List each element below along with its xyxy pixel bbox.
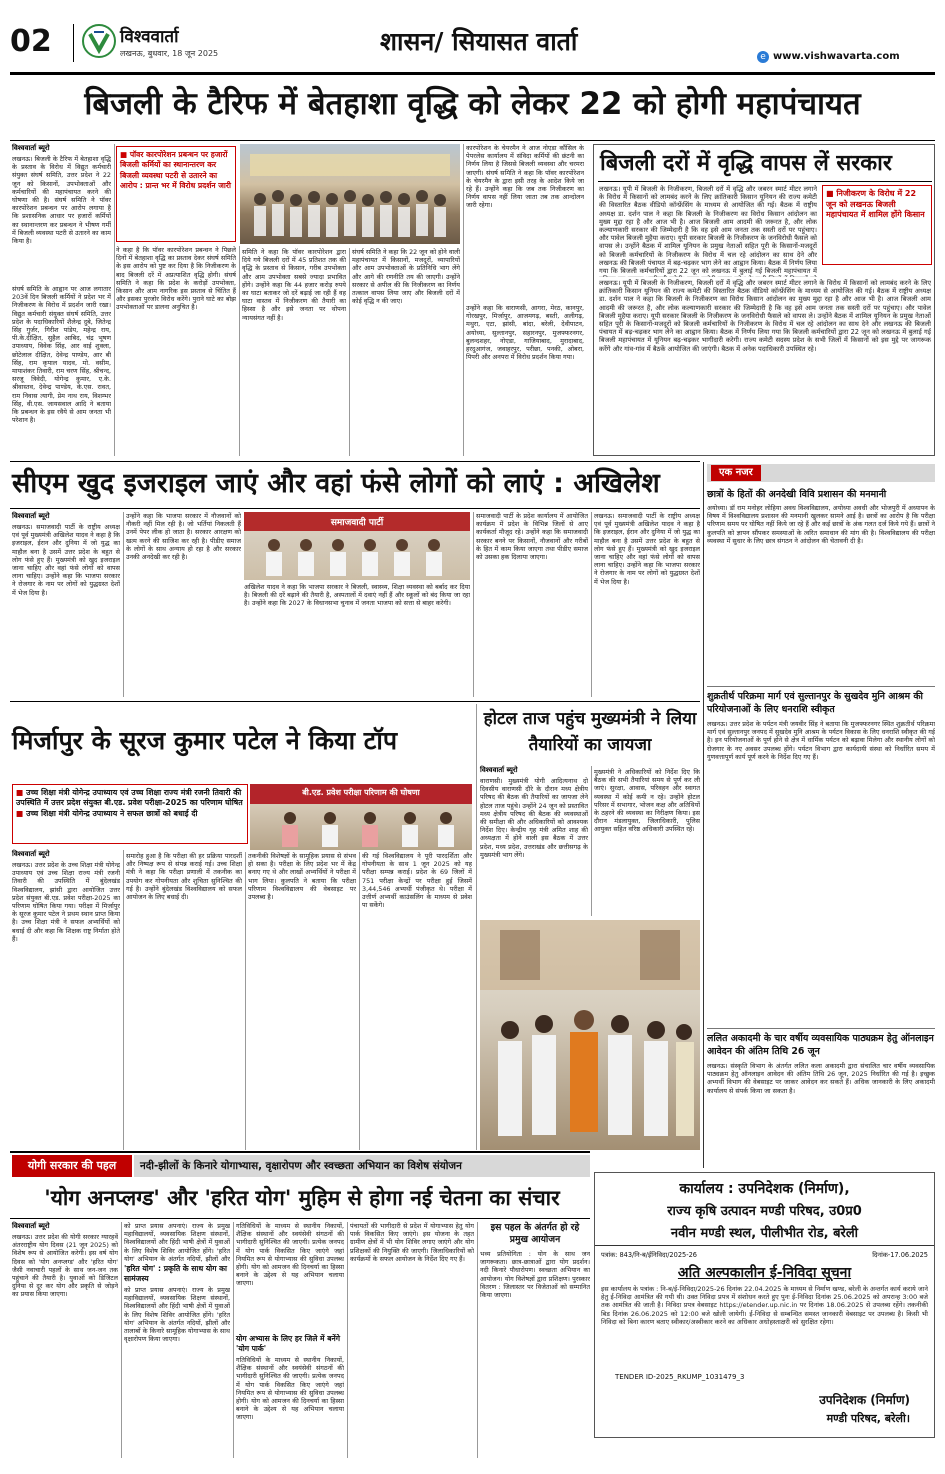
- story1-callout: पॉवर कारपोरेशन प्रबन्धन पर हजारों बिजली कर्मियों का स्थानान्तरण कर बिजली व्यवस्था पटरी से उतारने का आरोप : प्रान्त भर में विरोध प्रदर्शन जारी: [120, 150, 231, 191]
- story4-column-1: [12, 850, 120, 1150]
- story6-subhead-1: 'हरित योग' : प्रकृति के साथ योग का सामंजस्य: [124, 1264, 227, 1283]
- story5-para-2: मुख्यमंत्री ने अधिकारियों को निर्देश दिए कि बैठक की सभी तैयारियां समय से पूर्ण कर ली जाएं। सुरक्षा, आवास, परिवहन और स्वागत व्यवस्था में कोई कमी न रहे। उन्होंने होटल परिसर में सभागार, भोजन कक्ष और अतिथियों के ठहरने की व्यवस्था का निरीक्षण किया। इस दौरान मंडलायुक्त, जिलाधिकारी, पुलिस आयुक्त सहित वरिष्ठ अधिकारी उपस्थित रहे।: [594, 768, 700, 834]
- note-bullet-icon: ■: [826, 189, 834, 198]
- story2-box-note: निजीकरण के विरोध में 22 जून को लखनऊ बिजली महापंचायत में शामिल होंगे किसान: [826, 189, 925, 219]
- story6-para-3b: गतिविधियों के माध्यम से स्थानीय निकायों, शैक्षिक संस्थानों और स्वयंसेवी संगठनों की भागीदारी सुनिश्चित की जाएगी। प्रत्येक जनपद में योग पार्क विकसित किए जाएंगे जहां नियमित रूप से योगाभ्यास की सुविधा उपलब्ध होगी। योग को आमजन की दिनचर्या का हिस्सा बनाने के उद्देश्य से यह अभियान चलाया जाएगा।: [236, 1356, 344, 1422]
- section-rule-3: [10, 1151, 590, 1153]
- story6-headline: 'योग अनप्लग्ड' और 'हरित योग' मुहिम से होगा नई चेतना का संचार: [44, 1186, 560, 1210]
- story3-headline: सीएम खुद इजराइल जाएं और वहां फंसे लोगों को लाएं : अखिलेश: [12, 468, 660, 499]
- col-divider: [123, 512, 124, 697]
- story6-column-1: [12, 1222, 118, 1458]
- story6-byline: विश्ववार्ता ब्यूरो: [12, 1222, 50, 1230]
- story6-para-3: गतिविधियों के माध्यम से स्थानीय निकायों, शैक्षिक संस्थानों और स्वयंसेवी संगठनों की भागीदारी सुनिश्चित की जाएगी। प्रत्येक जनपद में योग पार्क विकसित किए जाएंगे जहां नियमित रूप से योगाभ्यास की सुविधा उपलब्ध होगी। योग को आमजन की दिनचर्या का हिस्सा बनाने के उद्देश्य से यह अभियान चलाया जाएगा।: [236, 1222, 344, 1288]
- story4-headline: मिर्जापुर के सूरज कुमार पटेल ने किया टॉप: [12, 726, 398, 755]
- col-divider: [349, 248, 350, 456]
- col-divider: [239, 246, 240, 456]
- story4-para-3: तकनीकी विशेषज्ञों के सामूहिक प्रयास से संभव हो सका है। परीक्षा के लिए प्रदेश भर में केंद्र बनाए गए थे और लाखों अभ्यर्थियों ने परीक्षा में भाग लिया। कुलपति ने बताया कि परीक्षा परिणाम विश्वविद्यालय की वेबसाइट पर उपलब्ध है।: [248, 852, 356, 902]
- story1-rule: [10, 140, 935, 141]
- website-link[interactable]: www.vishwavarta.com: [773, 51, 900, 62]
- story1-headline: बिजली के टैरिफ में बेतहाशा वृद्धि को लेकर 22 को होगी महापंचायत: [84, 86, 861, 122]
- sidebar-item-3-head: ललित अकादमी के चार वर्षीय व्यवसायिक पाठ्यक्रम हेतु ऑनलाइन आवेदन की अंतिम तिथि 26 जून: [707, 1033, 934, 1057]
- header-divider: [73, 24, 74, 62]
- story6-aside-title: इस पहल के अंतर्गत हो रहे प्रमुख आयोजन: [490, 1222, 580, 1245]
- section-rule-2: [10, 701, 700, 702]
- story1-byline: विश्ववार्ता ब्यूरो: [12, 144, 50, 152]
- story4-bullet-2-row: [16, 809, 244, 819]
- story5-headline: होटल ताज पहुंच मुख्यमंत्री ने लिया तैयारियों का जायजा: [483, 709, 697, 755]
- story3-rule: [10, 508, 700, 509]
- sidebar-divider: [703, 462, 704, 1168]
- story6-kicker: नदी-झीलों के किनारे योगाभ्यास, वृक्षारोपण और स्वच्छता अभियान का विशेष संयोजन: [134, 1155, 590, 1177]
- story3-para-2: उन्होंने कहा कि भाजपा सरकार में नौजवानों को नौकरी नहीं मिल रही है। जो भर्तियां निकलती हैं उनमें पेपर लीक हो जाता है। सरकार आरक्षण को खत्म करने की साजिश कर रही है। पीडीए समाज के लोगों के साथ अन्याय हो रहा है और सरकार उनकी अनदेखी कर रही है।: [126, 512, 241, 562]
- story3-para-3: अखिलेश यादव ने कहा कि भाजपा सरकार ने बिजली, स्वास्थ्य, शिक्षा व्यवस्था को बर्बाद कर दिया है। बिजली की दरें बढ़ाने की तैयारी है, अस्पतालों में दवाएं नहीं हैं और स्कूलों को बंद किया जा रहा है। उन्होंने कहा कि 2027 के विधानसभा चुनाव में जनता भाजपा को सत्ता से बाहर करेगी।: [244, 583, 470, 608]
- story1-para-3: ने कहा है कि पॉवर कारपोरेशन प्रबन्धन ने पिछले दिनों में बेतहाशा वृद्धि का प्रस्ताव देकर संघर्ष समिति के इस आरोप को पुष्ट कर दिया है कि निजीकरण के बाद बिजली दरें में अप्रत्याशित वृद्धि होगी। संघर्ष समिति ने कहा कि प्रदेश के करोड़ों उपभोक्ता, किसान और आम नागरिक इस प्रस्ताव से चिंतित हैं और इसका पुरजोर विरोध करेंगे। पुराने घाटे का बोझ उपभोक्ताओं पर डालना अनुचित है।: [116, 246, 236, 312]
- notice-org-line-2: राज्य कृषि उत्पादन मण्डी परिषद, उ0प्र0: [667, 1204, 862, 1219]
- col-divider: [123, 850, 124, 1150]
- sidebar-rule: [707, 686, 935, 687]
- story6-tag: योगी सरकार की पहल: [12, 1155, 132, 1177]
- story4-para-4: की गई विश्वविद्यालय ने पूरी पारदर्शिता और गोपनीयता के साथ 1 जून 2025 को यह परीक्षा सम्पन्न कराई। प्रदेश के 69 जिलों में 751 परीक्षा केन्द्रों पर परीक्षा हुई जिसमें 3,44,546 अभ्यर्थी पंजीकृत थे। परीक्षा में उत्तीर्ण अभ्यर्थी काउंसलिंग के माध्यम से प्रवेश पा सकेंगे।: [362, 852, 472, 910]
- story6-column-3: [236, 1222, 344, 1458]
- dateline: लखनऊ, बुधवार, 18 जून 2025: [120, 49, 219, 58]
- notice-signatory-1: उपनिदेशक (निर्माण): [819, 1393, 910, 1407]
- story3-para-4b: लखनऊ। समाजवादी पार्टी के राष्ट्रीय अध्यक्ष एवं पूर्व मुख्यमंत्री अखिलेश यादव ने कहा है कि इजराइल, ईरान और दुनिया में जो युद्ध का माहौल बना है उसमें उत्तर प्रदेश के बहुत से लोग फंसे हुए हैं। मुख्यमंत्री को खुद इजराइल जाना चाहिए और वहां फंसे लोगों को वापस लाना चाहिए। उन्होंने कहा कि भाजपा सरकार ने रोजगार के नाम पर लोगों को युद्धग्रस्त देशों में भेज दिया है।: [594, 512, 700, 586]
- col-divider: [359, 852, 360, 1150]
- col-divider: [591, 512, 592, 697]
- col-divider: [473, 512, 474, 697]
- notice-title: अति अल्पकालीन ई-निविदा सूचना: [677, 1265, 852, 1281]
- masthead-title: विश्ववार्ता: [120, 27, 179, 47]
- callout-bullet-icon: ■: [120, 150, 128, 159]
- col-divider: [591, 766, 592, 916]
- col-divider: [476, 704, 477, 1150]
- story6-column-2: [124, 1222, 230, 1458]
- notice-signatory-2: मण्डी परिषद, बरेली।: [826, 1412, 910, 1425]
- story1-para-6: कारपोरेशन के चेयरमैन ने आज नोएडा कौंसिल के पेपरलेस कार्यालय में संविदा कर्मियों की छंटनी का निर्णय लिया है जिससे बिजली व्यवस्था और चरमरा जाएगी। संघर्ष समिति ने कहा कि पॉवर कारपोरेशन के चेयरमैन के द्वारा इसी तरह के आदेश किये जा रहे हैं। उन्होंने कहा कि जब तक निजीकरण का निर्णय वापस नहीं लिया जाता तब तक आन्दोलन जारी रहेगा।: [466, 144, 584, 210]
- sidebar-ek-nazar: [707, 462, 935, 1168]
- story6-para-2: को प्राप्त प्रयास अपनाएं। राज्य के प्रमुख महाविद्यालयों, व्यवसायिक शिक्षण संस्थानों, विश्वविद्यालयों और हिंदी भाषी क्षेत्रों में युवाओं के लिए विशेष शिविर आयोजित होंगे। 'हरित योग' अभियान के अंतर्गत नदियों, झीलों और: [124, 1222, 230, 1262]
- story4-photo-banner: बी.एड. प्रवेश परीक्षा परिणाम की घोषणा: [302, 788, 420, 797]
- story1-para-5: संघर्ष समिति ने कहा कि 22 जून को होने वाली महापंचायत में किसानों, मजदूरों, व्यापारियों और आम उपभोक्ताओं के प्रतिनिधि भाग लेंगे और आगे की रणनीति तय की जाएगी। उन्होंने सरकार से अपील की कि निजीकरण का निर्णय तत्काल वापस लिया जाए और बिजली दरों में कोई वृद्धि न की जाए।: [352, 248, 460, 306]
- sidebar-rule: [707, 1028, 935, 1029]
- story3-para-4: समाजवादी पार्टी के प्रदेश कार्यालय में आयोजित कार्यक्रम में प्रदेश के विभिन्न जिलों से आए कार्यकर्ता मौजूद रहे। उन्होंने कहा कि समाजवादी सरकार बनने पर किसानों, नौजवानों और गरीबों के हित में काम किया जाएगा तथा पीडीए समाज को उसका हक दिलाया जाएगा।: [476, 512, 588, 562]
- story2-note-box: [822, 185, 932, 265]
- story4-bullet-box: [12, 784, 248, 844]
- story3-byline: विश्ववार्ता ब्यूरो: [12, 512, 50, 520]
- story3-para-1: लखनऊ। समाजवादी पार्टी के राष्ट्रीय अध्यक्ष एवं पूर्व मुख्यमंत्री अखिलेश यादव ने कहा है कि इजराइल, ईरान और दुनिया में जो युद्ध का माहौल बना है उसमें उत्तर प्रदेश के बहुत से लोग फंसे हुए हैं। मुख्यमंत्री को खुद इजराइल जाना चाहिए और वहां फंसे लोगों को वापस लाना चाहिए। उन्होंने कहा कि भाजपा सरकार ने रोजगार के नाम पर लोगों को युद्धग्रस्त देशों में भेज दिया है।: [12, 523, 120, 597]
- story4-bullet-1-row: [16, 788, 244, 808]
- story3-press-photo: [244, 512, 470, 580]
- story2-body-continued: लखनऊ। यूपी में बिजली के निजीकरण, बिजली दरों में वृद्धि और जबरन स्मार्ट मीटर लगाने के विरोध में किसानों को लामबंद करने के लिए क्रांतिकारी किसान यूनियन की राज्य कमेटी की विस्तारित बैठक वीडियो कॉन्फ्रेंसिंग के माध्यम से आयोजित की गई। बैठक में राष्ट्रीय अध्यक्ष डा. दर्शन पाल ने कहा कि बिजली के निजीकरण का विरोध किसान आंदोलन का मुख्य मुद्दा रहा है और आज भी है। आज बिजली आम आदमी की जरूरत है, और लोक कल्याणकारी सरकार की जिम्मेदारी है कि वह इसे आम जनता तक सस्ती दरों पर पहुंचाए। और पावेल बिजली मुहैया कराए। यूपी सरकार बिजली के निजीकरण के जनविरोधी फैसले को वापस ले। उन्होंने बैठक में शामिल यूनियन के प्रमुख नेताओं सहित पूरी के किसानों-मजदूरों को बिजली कर्मचारियों के निजीकरण के विरोध में चल रहे आंदोलन का साथ देने और लखनऊ की बिजली पंचायत में बढ़-चढ़कर भाग लेने का आह्वान किया। बैठक में निर्णय लिया गया कि बिजली कर्मचारियों द्वारा 22 जून को लखनऊ में बुलाई गई बिजली महापंचायत में यूनियन बढ़-चढ़कर भागीदारी करेगी। राज्य कमेटी सदस्य प्रदेश के सभी जिलों में किसानों को इस मुद्दे पर जागरूक करेंगे और गांव-गांव में बैठकें आयोजित की जाएंगी। बैठक में अनेक पदाधिकारी उपस्थित रहे।: [599, 279, 931, 353]
- col-divider: [347, 1222, 348, 1458]
- story4-photo: [250, 784, 472, 850]
- header-rule: [10, 72, 935, 75]
- story4-para-2: समारोह हुआ है कि परीक्षा की हर प्रक्रिया पारदर्शी और निष्पक्ष रूप से संपन्न कराई गई। उच्च शिक्षा मंत्री ने कहा कि परीक्षा प्रणाली में तकनीक का उपयोग कर गोपनीयता और शुचिता सुनिश्चित की गई है। उन्होंने बुंदेलखंड विश्वविद्यालय को सफल आयोजन के लिए बधाई दी।: [126, 852, 242, 902]
- notice-ref: पत्रांक: 843/नि-ब/ईनिविदा/2025-26: [601, 1251, 697, 1259]
- story1-para-7: उन्होंने कहा कि वाराणसी, आगरा, मेरठ, कानपुर, गोरखपुर, मिर्जापुर, आजमगढ़, बस्ती, अलीगढ़, मथुरा, एटा, झांसी, बांदा, बरेली, देवीपाटन, अयोध्या, सुल्तानपुर, सहारनपुर, मुजफ्फरनगर, बुलन्दशहर, नोएडा, गाजियाबाद, मुरादाबाद, हरदुआगंज, जवाहरपुर, परीछा, पनकी, ओबरा, पिपरी और अनपरा में विरोध प्रदर्शन किया गया।: [466, 304, 584, 362]
- col-divider: [114, 144, 115, 456]
- story1-para-4: समिति ने कहा कि पॉवर कारपोरेशन द्वारा दिये गये बिजली दरों में 45 प्रतिशत तक की वृद्धि के प्रस्ताव से किसान, गरीब उपभोक्ता और आम उपभोक्ता सबसे ज्यादा प्रभावित होंगे। उन्होंने कहा कि 44 हजार करोड़ रुपये का घाटा बताकर जो दरें बढ़ाई जा रही हैं वह घाटा वास्तव में निजीकरण की तैयारी का हिस्सा है और इसे जनता पर थोपना न्यायसंगत नहीं है।: [242, 248, 346, 322]
- story1-para-1: लखनऊ। बिजली के टैरिफ में बेतहाशा वृद्धि के प्रस्ताव के विरोध में विद्युत कर्मचारी संयुक्त संघर्ष समिति, उत्तर प्रदेश ने 22 जून को किसानों, उपभोक्ताओं और कर्मचारियों की महापंचायत करने की घोषणा की है। संघर्ष समिति ने पॉवर कारपोरेशन प्रबन्धन पर आरोप लगाया है कि प्रशासनिक आधार पर हजारों कर्मियों का स्थानान्तरण कर प्रबन्धन ने भीषण गर्मी में बिजली व्यवस्था पटरी से उतारने का काम किया है।: [12, 155, 111, 246]
- sidebar-item-1-head: छात्रों के हितों की अनदेखी विवि प्रशासन की मनमानी: [707, 489, 887, 500]
- col-divider: [121, 1222, 122, 1458]
- story6-aside-body: भव्य प्रतियोगिता : योग के साथ जन जागरूकता। छात्र-छात्राओं द्वारा योग प्रदर्शन। नदी किनारे पौधारोपण। स्वच्छता अभियान का आयोजन। योग विशेषज्ञों द्वारा प्रशिक्षण। पुरस्कार वितरण : जिलास्तर पर विजेताओं को सम्मानित किया जाएगा।: [480, 1250, 590, 1300]
- story6-rule: [10, 1218, 590, 1219]
- story1-para-2: संघर्ष समिति के आह्वान पर आज लगातार 203वें दिन बिजली कर्मियों ने प्रदेश भर में निजीकरण के विरोध में प्रदर्शन जारी रखा। विद्युत कर्मचारी संयुक्त संघर्ष समिति, उत्तर प्रदेश के पदाधिकारियों शैलेन्द्र दुबे, जितेन्द्र सिंह गुर्जर, गिरीश पांडेय, महेन्द्र राय, पी.के.दीक्षित, सुहैल आबिद, चंद्र भूषण उपाध्याय, विवेक सिंह, आर वाई शुक्ला, छोटेलाल दीक्षित, देवेन्द्र पाण्डेय, आर बी सिंह, राम कृपाल यादव, मो. वसीम, मायाशंकर तिवारी, राम चरण सिंह, श्रीचन्द, सरजू त्रिवेदी, योगेन्द्र कुमार, ए.के. श्रीवास्तव, देवेन्द्र पाण्डेय, के.एस. रावत, राम निवास त्यागी, प्रेम नाथ राय, विशम्भर सिंह, वी.एस. जायसवाल आदि ने बताया कि प्रबन्धन के इस रवैये से आम जनता भी परेशान है।: [12, 285, 111, 425]
- story6-para-1: लखनऊ। उत्तर प्रदेश की योगी सरकार ग्यारहवें अंतरराष्ट्रीय योग दिवस (21 जून 2025) को विशेष रूप से आयोजित करेगी। इस वर्ष योग दिवस को 'योग अनप्लग्ड' और 'हरित योग' जैसी नवाचारी पहलों के साथ जन-जन तक पहुंचाने की तैयारी है। युवाओं को डिजिटल दुनिया से दूर कर योग और प्रकृति से जोड़ने का प्रयास किया जाएगा।: [12, 1233, 118, 1299]
- section-title: शासन/ सियासत वार्ता: [380, 27, 578, 56]
- story5-byline: विश्ववार्ता ब्यूरो: [480, 766, 518, 774]
- sidebar-item-2-body: लखनऊ। उत्तर प्रदेश के पर्यटन मंत्री जयवीर सिंह ने बताया कि मुजफ्फरनगर स्थित शुक्रतीर्थ परिक्रमा मार्ग एवं सुल्तानपुर जनपद में सुखदेव मुनि आश्रम के पर्यटन विकास के लिए धनराशि स्वीकृत की गई है। इन परियोजनाओं के पूर्ण होने से क्षेत्र में धार्मिक पर्यटन को बढ़ावा मिलेगा और स्थानीय लोगों को रोजगार के नए अवसर उपलब्ध होंगे। पर्यटन विभाग द्वारा कार्यदायी संस्था को निर्धारित समय में गुणवत्तापूर्ण कार्य पूर्ण करने के निर्देश दिए गए हैं।: [707, 720, 935, 761]
- story3-photo-banner: समाजवादी पार्टी: [330, 518, 384, 528]
- story6-subhead-2: योग अभ्यास के लिए हर जिले में बनेंगे 'योग पार्क': [236, 1334, 341, 1353]
- bullet-square-icon: ■: [16, 809, 24, 818]
- story3-column-1: [12, 512, 120, 697]
- story4-bullet-2: उच्च शिक्षा मंत्री योगेन्द्र उपाध्याय ने सफल छात्रों को बधाई दी: [26, 809, 198, 818]
- story2-body-left: लखनऊ। यूपी में बिजली के निजीकरण, बिजली दरों में वृद्धि और जबरन स्मार्ट मीटर लगाने के विरोध में किसानों को लामबंद करने के लिए क्रांतिकारी किसान यूनियन की राज्य कमेटी की विस्तारित बैठक वीडियो कॉन्फ्रेंसिंग के माध्यम से आयोजित की गई। बैठक में राष्ट्रीय अध्यक्ष डा. दर्शन पाल ने कहा कि बिजली के निजीकरण का विरोध किसान आंदोलन का मुख्य मुद्दा रहा है और आज भी है। आज बिजली आम आदमी की जरूरत है, और लोक कल्याणकारी सरकार की जिम्मेदारी है कि वह इसे आम जनता तक सस्ती दरों पर पहुंचाए। और पावेल बिजली मुहैया कराए। यूपी सरकार बिजली के निजीकरण के जनविरोधी फैसले को वापस ले। उन्होंने बैठक में शामिल यूनियन के प्रमुख नेताओं सहित पूरी के किसानों-मजदूरों को बिजली कर्मचारियों के निजीकरण के विरोध में चल रहे आंदोलन का साथ देने और लखनऊ की बिजली पंचायत में बढ़-चढ़कर भाग लेने का आह्वान किया। बैठक में निर्णय लिया गया कि बिजली कर्मचारियों द्वारा 22 जून को लखनऊ में बुलाई गई बिजली महापंचायत में: [599, 185, 817, 276]
- notice-date: दिनांक-17.06.2025: [872, 1251, 928, 1259]
- bullet-square-icon: ■: [16, 788, 24, 797]
- notice-tender-id: TENDER ID-2025_RKUMP_1031479_3: [615, 1373, 745, 1381]
- story4-para-1: लखनऊ। उत्तर प्रदेश के उच्च शिक्षा मंत्री योगेन्द्र उपाध्याय एवं उच्च शिक्षा राज्य मंत्री रजनी तिवारी की उपस्थिति में बुंदेलखंड विश्वविद्यालय, झांसी द्वारा आयोजित उत्तर प्रदेश संयुक्त बी.एड. प्रवेश परीक्षा-2025 का परिणाम घोषित किया गया। परीक्षा में मिर्जापुर के सूरज कुमार पटेल ने प्रथम स्थान प्राप्त किया है। उच्च शिक्षा मंत्री ने सफल अभ्यर्थियों को बधाई दी और कहा कि शिक्षक राष्ट्र निर्माता होते हैं।: [12, 861, 120, 943]
- notice-rule: [595, 1245, 934, 1246]
- story6-para-4: पंचायतों की भागीदारी से प्रदेश में योगाभ्यास हेतु योग पार्क विकसित किए जाएंगे। इस योजना के तहत ग्रामीण क्षेत्रों में भी योग शिविर लगाए जाएंगे और योग प्रशिक्षकों की नियुक्ति की जाएगी। जिलाधिकारियों को कार्यक्रमों के सफल आयोजन के निर्देश दिए गए हैं।: [350, 1222, 474, 1263]
- page-number: 02: [10, 24, 52, 59]
- story1-column-1: [12, 144, 111, 456]
- story1-protest-photo: [240, 144, 460, 244]
- page-header: [10, 18, 935, 76]
- col-divider: [245, 852, 246, 1150]
- web-icon: e: [757, 51, 769, 63]
- story2-headline: बिजली दरों में वृद्धि वापस लें सरकार: [600, 151, 892, 176]
- story5-para-1: वाराणसी। मुख्यमंत्री योगी आदित्यनाथ दो दिवसीय वाराणसी दौरे के दौरान मध्य क्षेत्रीय परिषद की बैठक की तैयारियों का जायजा लेने होटल ताज पहुंचे। उन्होंने 24 जून को प्रस्तावित मध्य क्षेत्रीय परिषद की बैठक की व्यवस्थाओं की समीक्षा की और अधिकारियों को आवश्यक निर्देश दिए। केन्द्रीय गृह मंत्री अमित शाह की अध्यक्षता में होने वाली इस बैठक में उत्तर प्रदेश, मध्य प्रदेश, उत्तराखंड और छत्तीसगढ़ के मुख्यमंत्री भाग लेंगे।: [480, 777, 588, 859]
- col-divider: [463, 144, 464, 456]
- masthead-logo-icon: [82, 24, 116, 58]
- tender-notice: [594, 1172, 935, 1438]
- story1-callout-box: [116, 146, 236, 242]
- story6-para-2b: को प्राप्त प्रयास अपनाएं। राज्य के प्रमुख महाविद्यालयों, व्यवसायिक शिक्षण संस्थानों, विश्वविद्यालयों और हिंदी भाषी क्षेत्रों में युवाओं के लिए विशेष शिविर आयोजित होंगे। 'हरित योग' अभियान के अंतर्गत नदियों, झीलों और तालाबों के किनारे सामूहिक योगाभ्यास के साथ वृक्षारोपण किया जाएगा।: [124, 1286, 230, 1344]
- story6-aside: [480, 1222, 590, 1458]
- notice-org-line-3: नवीन मण्डी स्थल, पीलीभीत रोड, बरेली: [670, 1226, 859, 1241]
- sidebar-title: एक नजर: [711, 465, 761, 481]
- sidebar-item-2-head: शुक्रतीर्थ परिक्रमा मार्ग एवं सुल्तानपुर के सुखदेव मुनि आश्रम की परियोजनाओं के लिए धनराशि स्वीकृत: [707, 691, 923, 715]
- notice-org-line-1: कार्यालय : उपनिदेशक (निर्माण),: [679, 1181, 850, 1197]
- story2-box: [593, 144, 935, 456]
- story2-rule: [598, 181, 932, 182]
- story4-bullet-1: उच्च शिक्षा मंत्री योगेन्द्र उपाध्याय एवं उच्च शिक्षा राज्य मंत्री रजनी तिवारी की उपस्थिति में उत्तर प्रदेश संयुक्त बी.एड. प्रवेश परीक्षा-2025 का परिणाम घोषित: [16, 788, 243, 807]
- col-divider: [233, 1222, 234, 1458]
- notice-body: इस कार्यालय के पत्रांक : नि-ब/ई-निविदा/2025-26 दिनांक 22.04.2025 के माध्यम से निर्माण खण्ड, बरेली के अन्तर्गत कार्य कराये जाने हेतु ई-निविदा आमंत्रित की गयी थी। उक्त निविदा प्रपत्र में संशोधन करते हुए पुनः ई-निविदा दिनांक 25.06.2025 को अपरान्ह 3:00 बजे तक आमंत्रित की जाती है। निविदा प्रपत्र वेबसाइट https://etender.up.nic.in पर दिनांक 18.06.2025 से उपलब्ध रहेंगे। तकनीकी बिड दिनांक 26.06.2025 को 12:00 बजे खोली जायेगी। ई-निविदा से सम्बन्धित समस्त जानकारी वेबसाइट पर उपलब्ध है। किसी भी निविदा को बिना कारण बताए स्वीकार/अस्वीकार करने का अधिकार अधोहस्ताक्षरी को सुरक्षित रहेगा।: [601, 1285, 928, 1326]
- sidebar-item-1-body: अयोध्या। डॉ राम मनोहर लोहिया अवध विश्वविद्यालय, अयोध्या अवधी और भोजपुरी में अध्यापन के विषय में विश्वविद्यालय प्रशासन की मनमानी खुलकर सामने आई है। छात्रों का आरोप है कि परीक्षा परिणाम समय पर घोषित नहीं किये जा रहे हैं और कई छात्रों के अंक गलत दर्ज किये गये हैं। छात्रों ने कुलपति को ज्ञापन सौंपकर समस्याओं के त्वरित समाधान की मांग की है। विश्वविद्यालय की परीक्षा व्यवस्था में सुधार के लिए छात्र संगठन ने आंदोलन की चेतावनी दी है।: [707, 504, 935, 545]
- sidebar-item-3-body: लखनऊ। संस्कृति विभाग के अंतर्गत ललित कला अकादमी द्वारा संचालित चार वर्षीय व्यवसायिक पाठ्यक्रम हेतु ऑनलाइन आवेदन की अंतिम तिथि 26 जून, 2025 निर्धारित की गई है। इच्छुक अभ्यर्थी विभाग की वेबसाइट पर जाकर आवेदन कर सकते हैं। अधिक जानकारी के लिए अकादमी कार्यालय से संपर्क किया जा सकता है।: [707, 1062, 935, 1095]
- story4-byline: विश्ववार्ता ब्यूरो: [12, 850, 50, 858]
- story5-cm-inspection-photo: [480, 920, 700, 1150]
- col-divider: [477, 1222, 478, 1458]
- story1-column-6: [466, 144, 584, 456]
